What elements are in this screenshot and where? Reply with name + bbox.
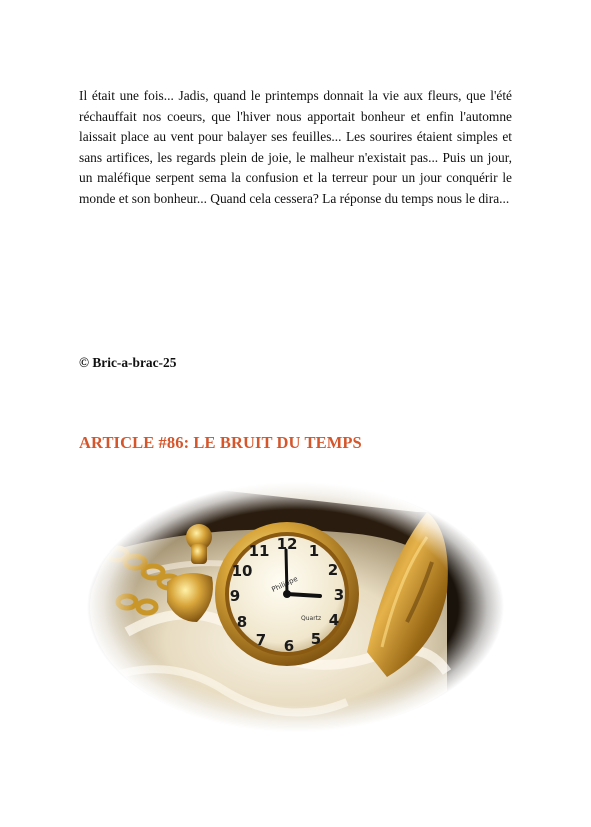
- pocket-watch-photo: [87, 482, 504, 732]
- copyright-line: © Bric-a-brac-25: [79, 355, 177, 370]
- article-title: ARTICLE #86: LE BRUIT DU TEMPS: [79, 433, 362, 452]
- intro-paragraph: Il était une fois... Jadis, quand le printemps donnait la vie aux fleurs, que l'été réchauffait nos coeurs, que l'hiver nous apportait bonheur et enfin l'automne laissait place au vent pour balayer ses feuilles... Les sourires étaient simples et sans artifices, les regards plein de joie, le malheur n'existait pas... Puis un jour, un maléfique serpent sema la confusion et la terreur pour un jour conquérir le monde et son bonheur... Quand cela cessera? La réponse du temps nous le dira...: [79, 88, 512, 206]
- pocket-watch-image: [87, 482, 504, 732]
